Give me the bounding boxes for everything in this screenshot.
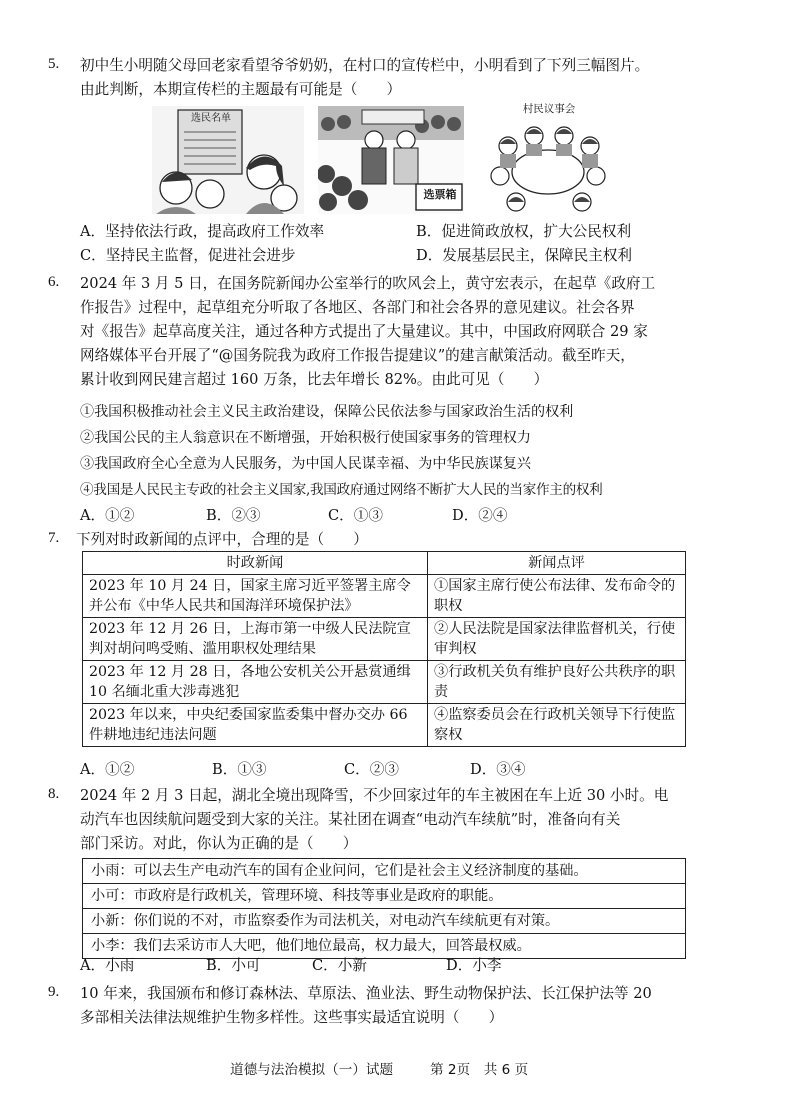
table-row [83, 618, 686, 661]
q7-news-table [82, 551, 686, 747]
q5-pictures [152, 103, 610, 214]
q9-stem-line: 10 年来，我国颁布和修订森林法、草原法、渔业法、野生动物保护法、长江保护法等 20 [80, 985, 652, 1002]
voter-list-sign: 选民名单 [191, 113, 231, 124]
q6-stem-line: 2024 年 3 月 5 日，在国务院新闻办公室举行的吹风会上，黄守宏表示，在起草《政府工 [80, 275, 656, 292]
q8-option-c[interactable]: C．小新 [312, 957, 367, 974]
q6-option-c[interactable]: C．①③ [328, 507, 383, 524]
q5-number: 5. [48, 56, 60, 72]
table-header-row [83, 552, 686, 575]
comment-cell: ①国家主席行使公布法律、发布命令的职权 [428, 575, 686, 618]
opinion-xiaoke: 小可：市政府是行政机关，管理环境、科技等事业是政府的职能。 [83, 884, 686, 909]
q8-stem-line: 2024 年 2 月 3 日起，湖北全境出现降雪，不少回家过年的车主被困在车上近 30 小时。电 [80, 787, 669, 804]
news-cell: 2023 年 12 月 28 日，各地公安机关公开悬赏通缉 10 名缅北重大涉毒逃犯 [83, 661, 428, 704]
q6-statement-3: ③我国政府全心全意为人民服务，为中国人民谋幸福、为中华民族谋复兴 [80, 456, 531, 472]
q7-number: 7. [48, 530, 60, 546]
ballot-box-sign: 选票箱 [423, 188, 457, 201]
q6-option-a[interactable]: A．①② [80, 507, 135, 524]
q6-stem-line: 作报告》过程中，起草组充分听取了各地区、各部门和社会各界的意见建议。社会各界 [80, 299, 635, 316]
table-row [83, 661, 686, 704]
news-cell: 2023 年 12 月 26 日，上海市第一中级人民法院宣判对胡问鸣受贿、滥用职权处理结果 [83, 618, 428, 661]
q7-option-b[interactable]: B．①③ [212, 761, 267, 778]
table-row [83, 704, 686, 747]
q6-option-d[interactable]: D．②④ [452, 507, 508, 524]
q5-option-a[interactable]: A．坚持依法行政，提高政府工作效率 [80, 223, 325, 240]
q8-option-d[interactable]: D．小李 [446, 957, 502, 974]
footer-title: 道德与法治模拟（一）试题 [230, 1062, 394, 1078]
header-comment: 新闻点评 [428, 552, 686, 575]
comment-cell: ④监察委员会在行政机关领导下行使监察权 [428, 704, 686, 747]
q9-number: 9. [48, 984, 60, 1000]
q6-statement-4: ④我国是人民民主专政的社会主义国家,我国政府通过网络不断扩大人民的当家作主的权利 [80, 482, 603, 498]
q5-option-d[interactable]: D．发展基层民主，保障民主权利 [416, 247, 633, 264]
q7-stem: 下列对时政新闻的点评中，合理的是（ ） [76, 531, 368, 548]
q6-stem-line: 网络媒体平台开展了“@国务院我为政府工作报告提建议”的建言献策活动。截至昨天， [80, 347, 635, 364]
q8-number: 8. [48, 786, 60, 802]
q7-option-d[interactable]: D．③④ [470, 761, 526, 778]
q6-stem-line: 累计收到网民建言超过 160 万条，比去年增长 82%。由此可见（ ） [80, 371, 549, 388]
q8-option-b[interactable]: B．小可 [206, 957, 261, 974]
q6-option-b[interactable]: B．②③ [206, 507, 261, 524]
q8-stem-line: 动汽车也因续航问题受到大家的关注。某社团在调查“电动汽车续航”时，准备向有关 [80, 811, 621, 828]
q7-option-c[interactable]: C．②③ [344, 761, 399, 778]
news-cell: 2023 年以来，中央纪委国家监委集中督办交办 66 件耕地违纪违法问题 [83, 704, 428, 747]
opinion-xiaoyu: 小雨：可以去生产电动汽车的国有企业问问，它们是社会主义经济制度的基础。 [83, 859, 686, 884]
villager-council-illustration [486, 106, 610, 214]
q9-stem-line: 多部相关法律法规维护生物多样性。这些事实最适宜说明（ ） [80, 1009, 504, 1026]
q8-stem-line: 部门采访。对此，你认为正确的是（ ） [80, 835, 358, 852]
q5-stem-line2: 由此判断，本期宣传栏的主题最有可能是（ ） [80, 81, 402, 98]
table-row [83, 575, 686, 618]
q6-statement-2: ②我国公民的主人翁意识在不断增强，开始积极行使国家事务的管理权力 [80, 430, 531, 446]
q7-option-a[interactable]: A．①② [80, 761, 135, 778]
news-cell: 2023 年 10 月 24 日，国家主席习近平签署主席令并公布《中华人民共和国海洋环境保护法》 [83, 575, 428, 618]
q5-stem-line1: 初中生小明随父母回老家看望爷爷奶奶，在村口的宣传栏中，小明看到了下列三幅图片。 [80, 57, 650, 74]
q6-number: 6. [48, 274, 60, 290]
q6-stem-line: 对《报告》起草高度关注，通过各种方式提出了大量建议。其中，中国政府网联合 29 家 [80, 323, 648, 340]
q5-option-b[interactable]: B．促进简政放权，扩大公民权利 [416, 223, 632, 240]
q6-statement-1: ①我国积极推动社会主义民主政治建设，保障公民依法参与国家政治生活的权利 [80, 404, 574, 420]
header-news: 时政新闻 [83, 552, 428, 575]
opinion-xiaoli: 小李：我们去采访市人大吧，他们地位最高，权力最大，回答最权威。 [83, 934, 686, 959]
villager-council-label: 村民议事会 [522, 103, 576, 115]
comment-cell: ②人民法院是国家法律监督机关，行使审判权 [428, 618, 686, 661]
q8-option-a[interactable]: A．小雨 [80, 957, 135, 974]
footer-page-number: 第 2页 共 6 页 [430, 1062, 529, 1078]
comment-cell: ③行政机关负有维护良好公共秩序的职责 [428, 661, 686, 704]
q8-opinions-table [82, 858, 686, 959]
q5-option-c[interactable]: C．坚持民主监督，促进社会进步 [80, 247, 296, 264]
opinion-xiaoxin: 小新：你们说的不对，市监察委作为司法机关，对电动汽车续航更有对策。 [83, 909, 686, 934]
